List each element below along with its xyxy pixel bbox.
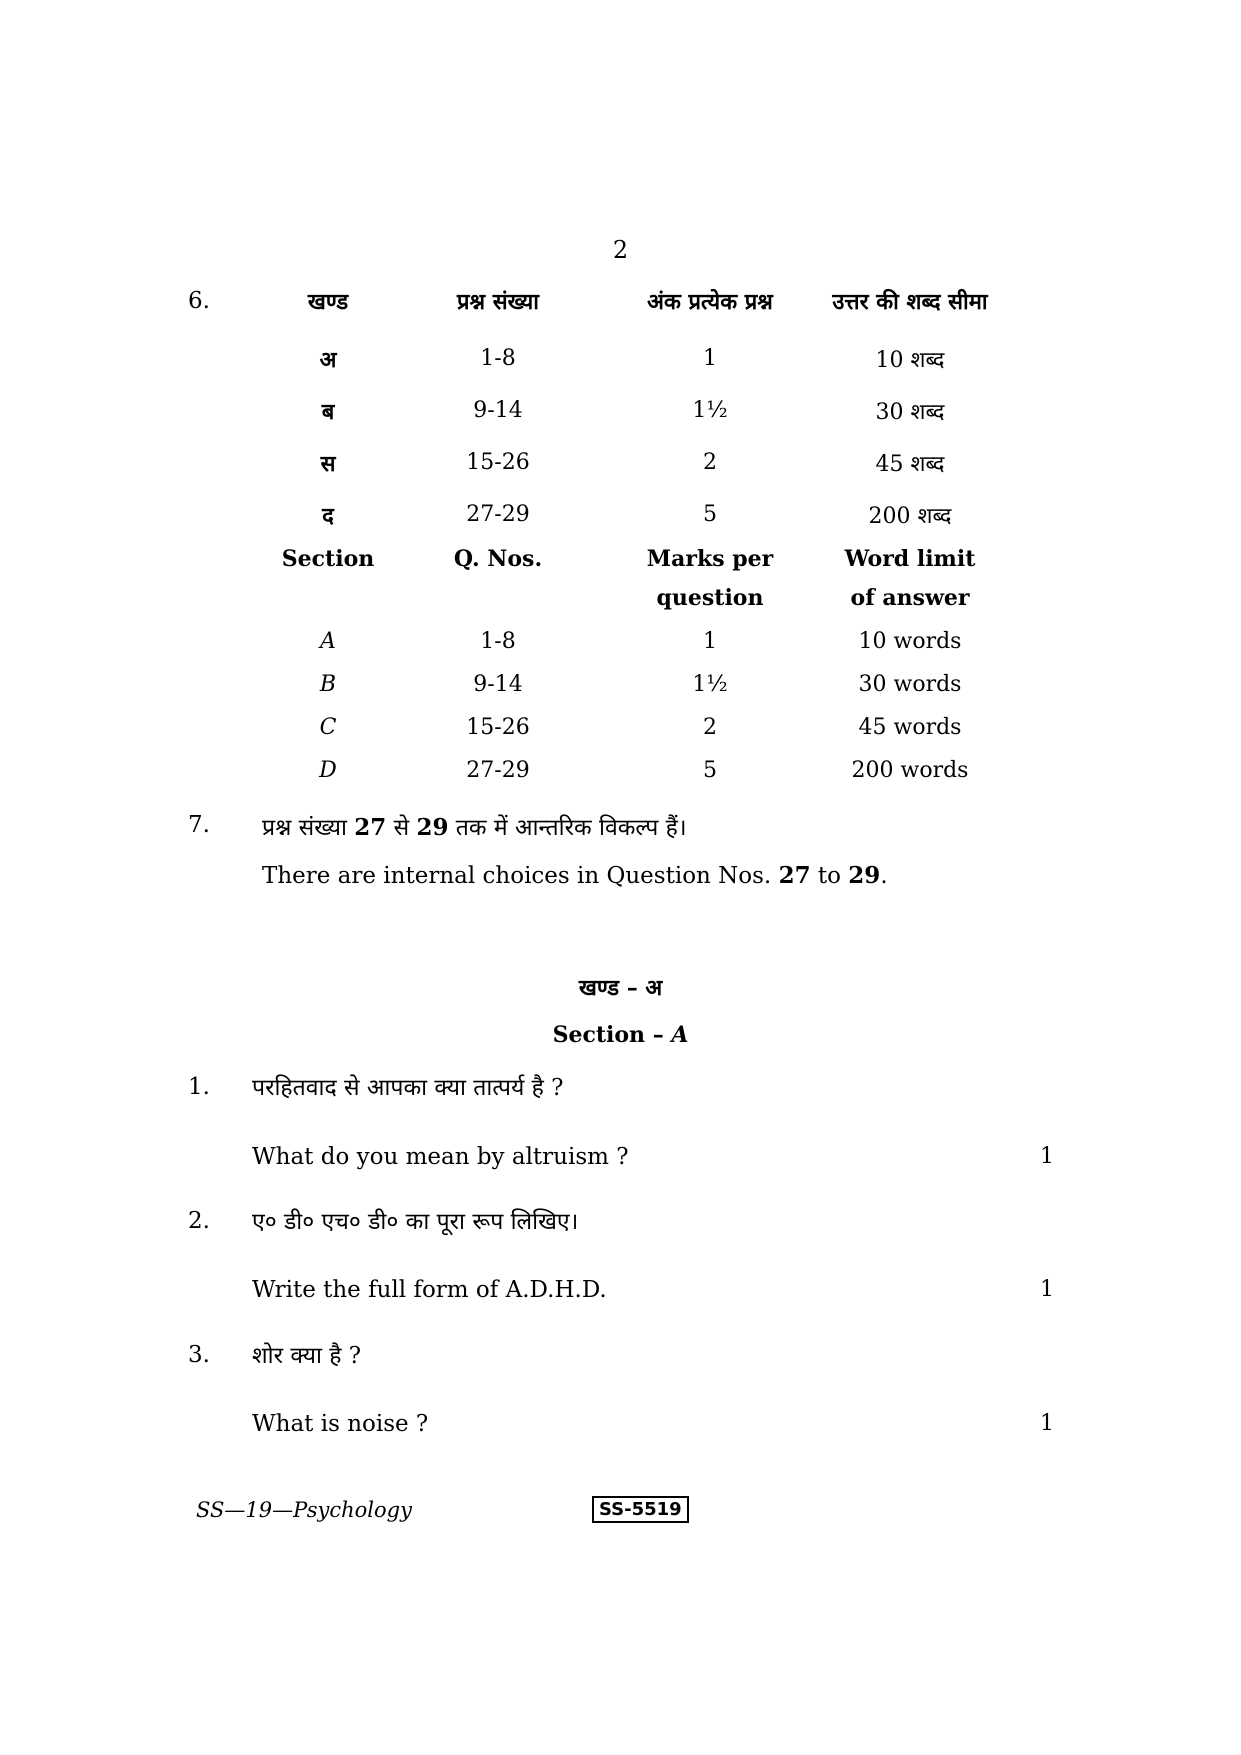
internal-choice-hindi — [262, 810, 687, 842]
header-marks-english-line2: question — [656, 585, 764, 611]
table-row-hindi-limit: 10 शब्द — [875, 348, 945, 373]
header-limit-english-line1: Word limit — [844, 546, 976, 572]
question-text-hindi: परहितवाद से आपका क्या तात्पर्य है ? — [252, 1075, 564, 1101]
table-row-english-qnos: 27-29 — [466, 758, 530, 783]
table-row-english-limit: 45 words — [858, 715, 962, 740]
header-marks-hindi: अंक प्रत्येक प्रश्न — [647, 289, 773, 315]
table-row-hindi-marks: 2 — [703, 450, 717, 475]
table-row-english-limit: 200 words — [851, 758, 969, 783]
header-limit-english-line2: of answer — [850, 585, 970, 611]
table-row-hindi-section: अ — [319, 347, 337, 373]
item-number-6: 6. — [188, 288, 210, 314]
page-number: 2 — [612, 236, 629, 264]
question-ref-end: 29 — [848, 862, 881, 889]
text-span: Section – — [552, 1022, 672, 1048]
header-qnos-english: Q. Nos. — [453, 546, 543, 572]
table-row-hindi-marks: 1½ — [692, 398, 728, 423]
footer-paper-code: SS—19—Psychology — [196, 1498, 412, 1522]
table-row-english-qnos: 9-14 — [473, 672, 523, 697]
section-heading-english — [0, 1022, 1241, 1048]
table-row-hindi-qnos: 1-8 — [480, 346, 516, 371]
table-row-hindi-qnos: 9-14 — [473, 398, 523, 423]
table-row-hindi-section: स — [320, 451, 336, 477]
question-number: 1. — [188, 1074, 210, 1100]
table-row-english-section: C — [319, 715, 337, 740]
table-row-hindi-limit: 45 शब्द — [875, 452, 945, 477]
question-text-english: Write the full form of A.D.H.D. — [252, 1277, 607, 1303]
table-row-hindi-section: ब — [321, 399, 335, 425]
section-letter: A — [671, 1022, 689, 1048]
table-row-english-marks: 1 — [703, 629, 717, 654]
text-span: प्रश्न संख्या — [262, 815, 355, 841]
question-ref-start: 27 — [778, 862, 811, 889]
table-row-english-marks: 2 — [703, 715, 717, 740]
table-row-hindi-marks: 1 — [703, 346, 717, 371]
table-row-hindi-marks: 5 — [703, 502, 717, 527]
table-row-english-marks: 5 — [703, 758, 717, 783]
section-heading-hindi: खण्ड – अ — [578, 975, 663, 1001]
table-row-english-marks: 1½ — [692, 672, 728, 697]
question-text-hindi: शोर क्या है ? — [252, 1343, 362, 1369]
footer-series-code: SS-5519 — [592, 1496, 689, 1523]
text-span: There are internal choices in Question Nos. — [262, 863, 779, 889]
text-span: तक में आन्तरिक विकल्प हैं। — [448, 815, 687, 841]
header-limit-hindi: उत्तर की शब्द सीमा — [832, 289, 988, 315]
question-marks: 1 — [1040, 1411, 1054, 1436]
table-row-english-limit: 30 words — [858, 672, 962, 697]
table-row-english-section: A — [320, 629, 336, 654]
header-qnos-hindi: प्रश्न संख्या — [457, 289, 539, 315]
question-text-english: What do you mean by altruism ? — [252, 1144, 629, 1170]
text-span: . — [880, 863, 888, 889]
text-span: to — [810, 863, 849, 889]
question-marks: 1 — [1040, 1144, 1054, 1169]
question-ref-end: 29 — [416, 814, 449, 841]
table-row-hindi-limit: 200 शब्द — [868, 504, 952, 529]
internal-choice-english — [262, 862, 888, 889]
header-section-hindi: खण्ड — [307, 289, 349, 315]
question-number: 3. — [188, 1342, 210, 1368]
table-row-hindi-qnos: 27-29 — [466, 502, 530, 527]
question-text-hindi: ए० डी० एच० डी० का पूरा रूप लिखिए। — [252, 1209, 579, 1235]
question-text-english: What is noise ? — [252, 1411, 429, 1437]
header-section-english: Section — [281, 546, 375, 572]
question-number: 2. — [188, 1208, 210, 1234]
table-row-english-section: D — [319, 758, 337, 783]
text-span: से — [386, 815, 417, 841]
table-row-english-section: B — [319, 672, 337, 697]
table-row-hindi-section: द — [322, 503, 334, 529]
table-row-hindi-limit: 30 शब्द — [875, 400, 945, 425]
table-row-english-qnos: 1-8 — [480, 629, 516, 654]
question-marks: 1 — [1040, 1277, 1054, 1302]
table-row-english-limit: 10 words — [858, 629, 962, 654]
item-number-7: 7. — [188, 812, 210, 838]
table-row-hindi-qnos: 15-26 — [466, 450, 530, 475]
header-marks-english-line1: Marks per — [646, 546, 774, 572]
question-ref-start: 27 — [354, 814, 387, 841]
table-row-english-qnos: 15-26 — [466, 715, 530, 740]
